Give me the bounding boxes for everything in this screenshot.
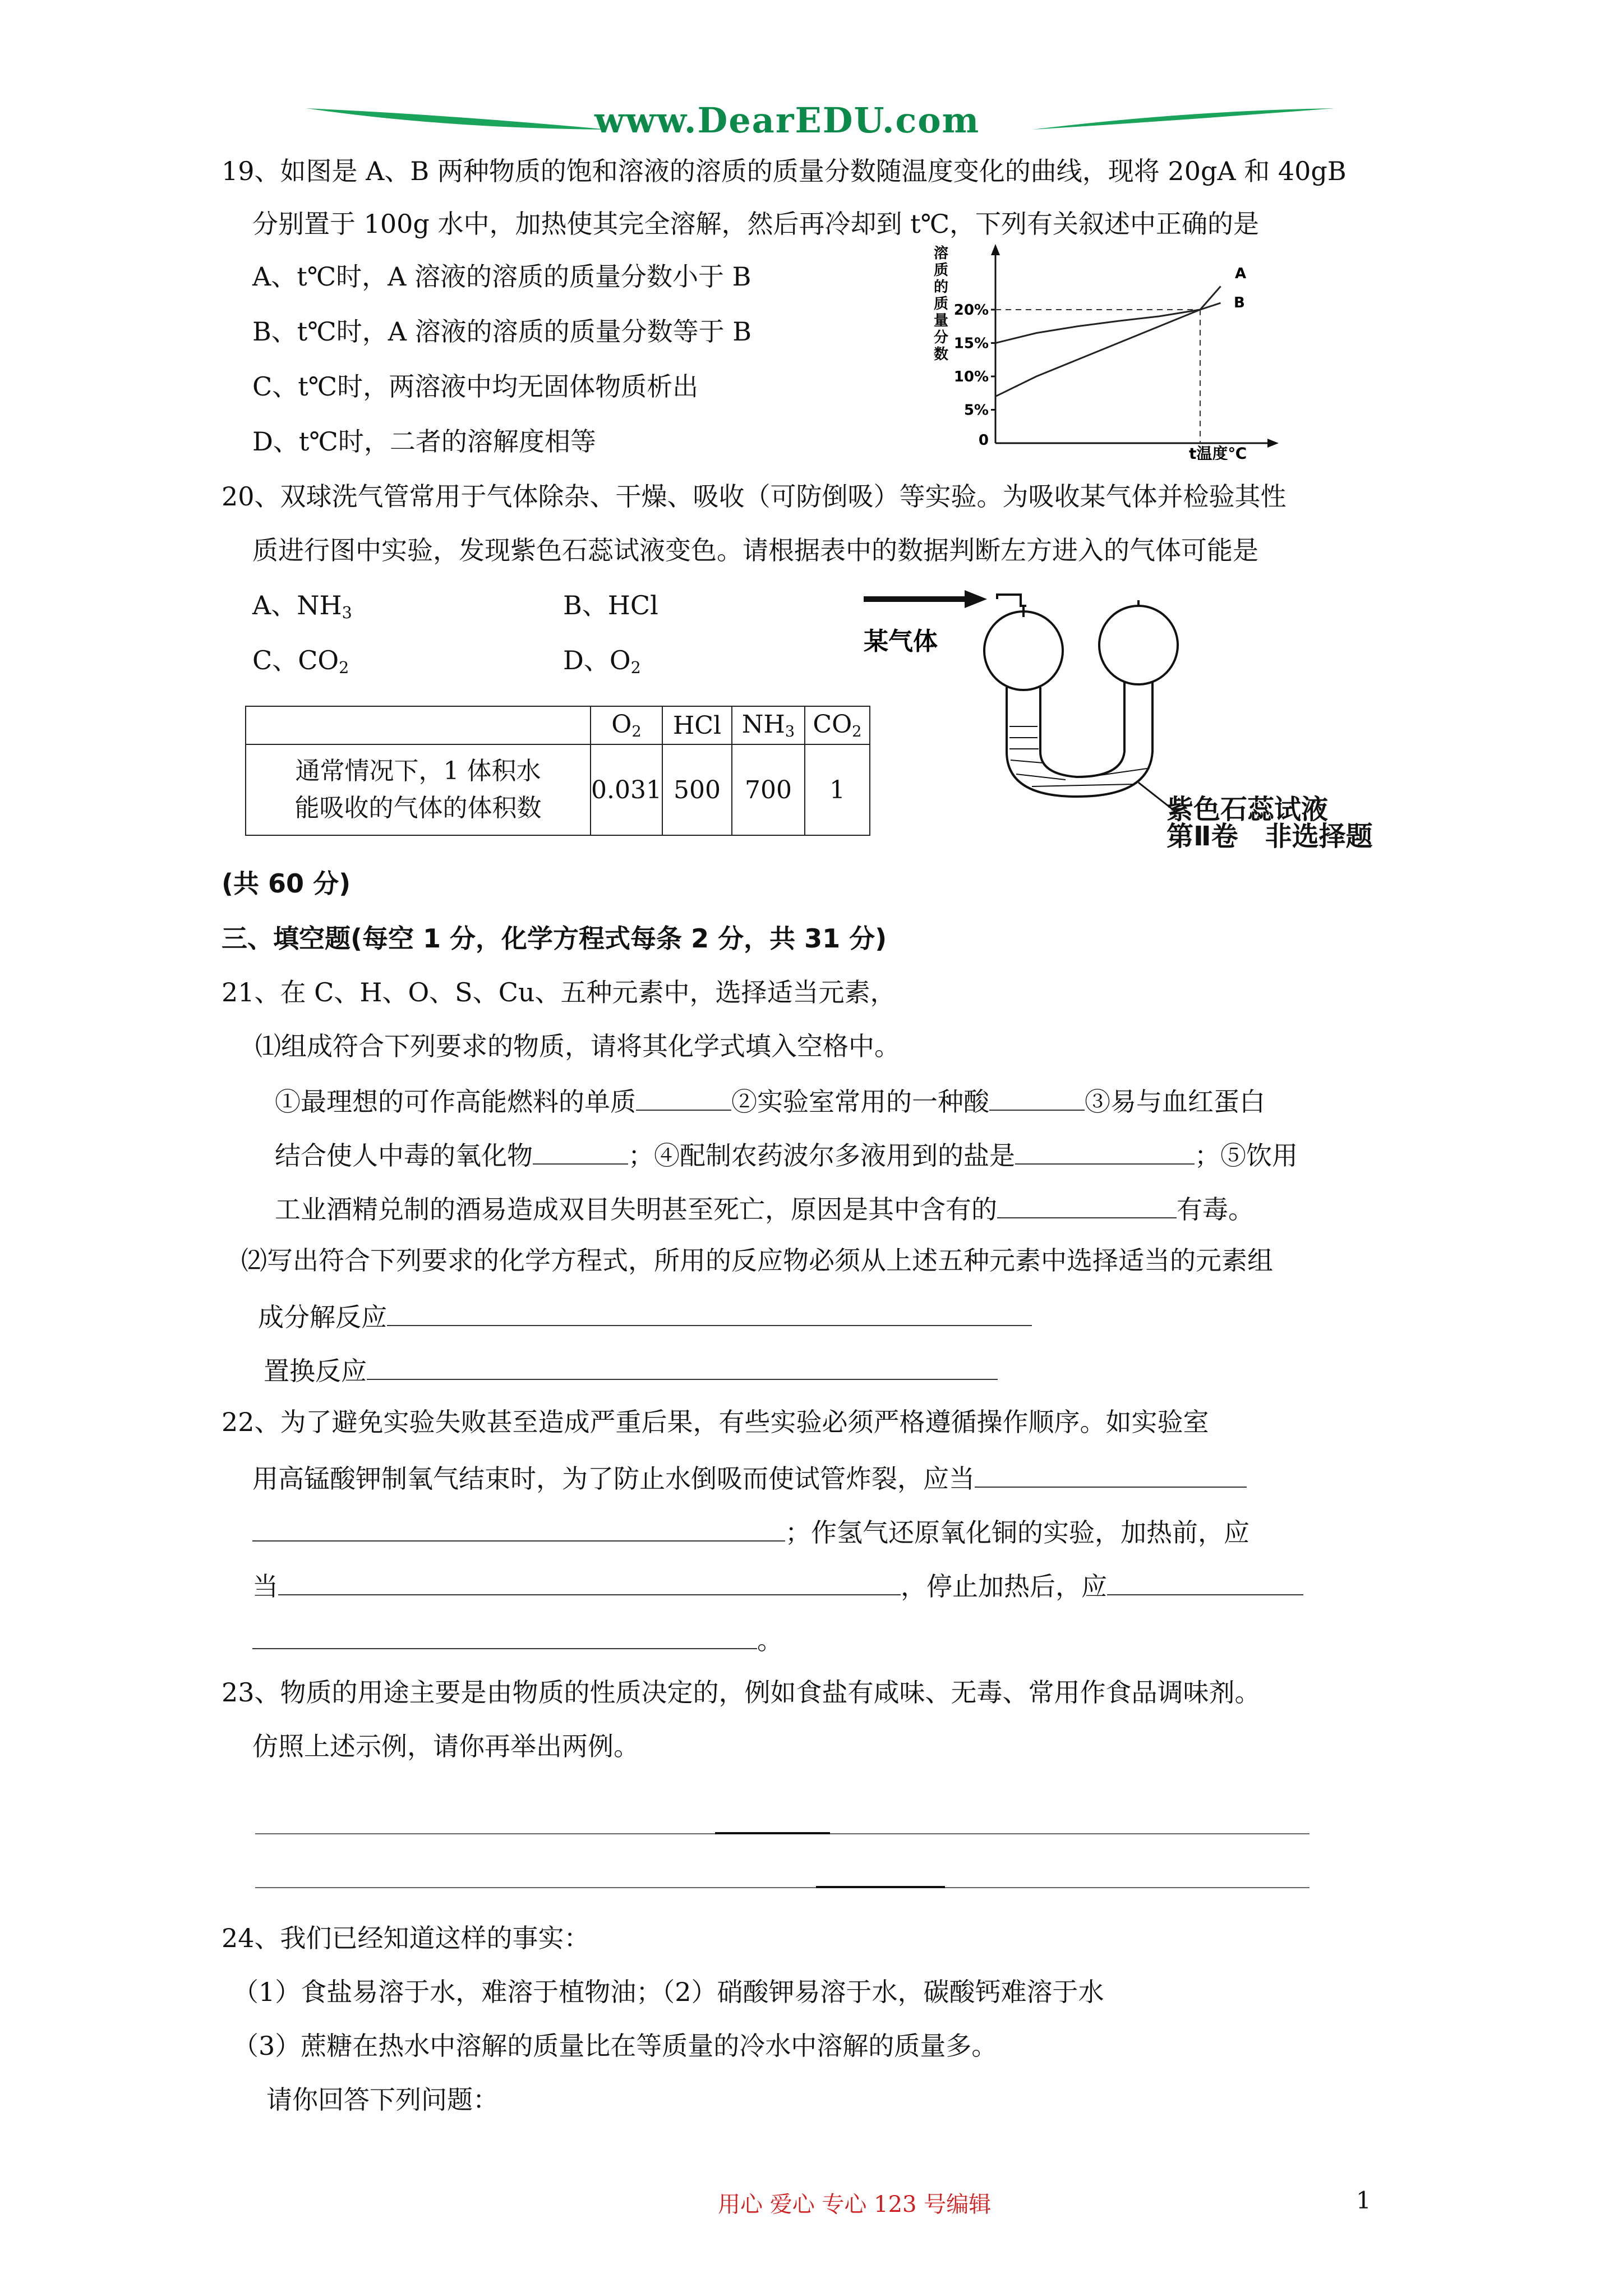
answer-blank[interactable] — [975, 1461, 1247, 1488]
q21-stem: 21、在 C、H、O、S、Cu、五种元素中，选择适当元素， — [222, 977, 896, 1007]
chart-y-tick-label: 20% — [953, 302, 989, 319]
chart-ylabel-char: 的 — [934, 279, 949, 296]
answer-blank[interactable] — [1107, 1568, 1303, 1595]
table-header-co2: $CO_2$ — [805, 706, 870, 744]
table-corner-cell — [246, 706, 591, 744]
answer-blank[interactable] — [252, 1622, 757, 1649]
header-swoosh-right — [1032, 98, 1335, 143]
table-value-hcl: 500 — [662, 744, 732, 835]
chart-x-arrow — [1267, 439, 1279, 448]
diagram-gas-label: 某气体 — [864, 627, 938, 656]
right-bulb — [1099, 606, 1178, 684]
q20-stem-line1: 20、双球洗气管常用于气体除杂、干燥、吸收（可防倒吸）等实验。为吸收某气体并检验其性 — [222, 481, 1287, 512]
q21-part1: ⑴组成符合下列要求的物质，请将其化学式填入空格中。 — [255, 1031, 900, 1061]
q19-solubility-chart — [909, 241, 1301, 460]
table-header-row — [246, 706, 870, 744]
chart-ylabel-char: 分 — [934, 329, 949, 346]
q21-decomposition: 成分解反应 — [258, 1299, 1032, 1333]
liquid-line — [1088, 769, 1147, 777]
chart-y-tick-label: 0 — [978, 432, 989, 449]
q19-option-a: A、t℃时，A 溶液的溶质的质量分数小于 B — [252, 261, 751, 292]
q24-line4: 请你回答下列问题： — [266, 2085, 499, 2115]
q19-stem-line2: 分别置于 100g 水中，加热使其完全溶解，然后再冷却到 t℃，下列有关叙述中正确的是 — [252, 209, 1260, 239]
chart-ylabel-char: 数 — [934, 346, 949, 363]
answer-blank[interactable] — [997, 1191, 1177, 1218]
chart-ylabel-char: 溶 — [934, 245, 949, 262]
table-value-co2: 1 — [805, 744, 870, 835]
table-value-o2: 0.031 — [591, 744, 662, 835]
answer-blank[interactable] — [387, 1299, 1032, 1326]
q20-option-a: A、$NH_3$ — [252, 590, 352, 623]
answer-line-accent — [816, 1886, 945, 1888]
answer-line[interactable] — [255, 1887, 1310, 1888]
answer-blank[interactable] — [533, 1138, 628, 1165]
diagram-liquid-label: 紫色石蕊试液 — [1166, 794, 1329, 825]
q22-line2: 用高锰酸钾制氧气结束时，为了防止水倒吸而使试管炸裂，应当 — [252, 1461, 1247, 1494]
left-bulb — [984, 611, 1063, 690]
q24-line3: （3）蔗糖在热水中溶解的质量比在等质量的冷水中溶解的质量多。 — [233, 2031, 998, 2061]
chart-y-arrow — [991, 244, 1000, 255]
volume-title: 第Ⅱ卷 非选择题 — [1166, 821, 1373, 852]
q22-line3: ；作氢气还原氧化铜的实验，加热前，应 — [252, 1515, 1249, 1548]
q23-line1: 23、物质的用途主要是由物质的性质决定的，例如食盐有咸味、无毒、常用作食品调味剂。 — [222, 1677, 1261, 1708]
chart-y-tick-label: 5% — [963, 402, 989, 419]
table-header-o2: $O_2$ — [591, 706, 662, 744]
q21-part2: ⑵写出符合下列要求的化学方程式，所用的反应物必须从上述五种元素中选择适当的元素组 — [241, 1245, 1273, 1276]
site-banner[interactable]: www.DearEDU.com — [594, 100, 980, 141]
table-row — [246, 744, 870, 835]
q20-stem-line2: 质进行图中实验，发现紫色石蕊试液变色。请根据表中的数据判断左方进入的气体可能是 — [252, 535, 1258, 565]
table-header-hcl: HCl — [662, 706, 732, 744]
chart-y-tick-label: 15% — [953, 335, 989, 352]
u-tube-inner — [1040, 682, 1124, 777]
q19-option-d: D、t℃时，二者的溶解度相等 — [252, 426, 596, 457]
header-swoosh-left — [306, 98, 608, 143]
inlet-tube — [997, 595, 1026, 606]
q24-line2: （1）食盐易溶于水，难溶于植物油；（2）硝酸钾易溶于水，碳酸钙难溶于水 — [233, 1977, 1104, 2007]
chart-series-b-line — [995, 303, 1221, 343]
q24-line1: 24、我们已经知道这样的事实： — [222, 1923, 590, 1953]
chart-ylabel — [934, 245, 948, 363]
q22-line4: 当 ，停止加热后，应 — [252, 1568, 1303, 1602]
chart-series-a-label: A — [1235, 265, 1247, 282]
q22-line1: 22、为了避免实验失败甚至造成严重后果，有些实验必须严格遵循操作顺序。如实验室 — [222, 1407, 1209, 1437]
q20-absorption-table — [245, 706, 870, 836]
q21-displacement: 置换反应 — [264, 1353, 998, 1387]
q20-option-d: D、$O_2$ — [563, 645, 641, 678]
liquid-line — [1032, 784, 1133, 786]
answer-blank[interactable] — [367, 1353, 998, 1380]
chart-ylabel-char: 质 — [934, 262, 949, 279]
q22-line5: 。 — [252, 1622, 783, 1656]
u-tube — [1007, 682, 1152, 797]
q20-option-b: B、HCl — [563, 590, 658, 620]
page-number: 1 — [1356, 2187, 1371, 2214]
chart-xlabel: t温度℃ — [1189, 444, 1247, 460]
table-header-nh3: $NH_3$ — [732, 706, 805, 744]
q20-option-c: C、$CO_2$ — [252, 645, 349, 678]
q19-stem-line1: 19、如图是 A、B 两种物质的饱和溶液的溶质的质量分数随温度变化的曲线，现将 20gA 和 40gB — [222, 156, 1347, 186]
q23-line2: 仿照上述示例，请你再举出两例。 — [252, 1731, 639, 1761]
chart-ylabel-char: 质 — [934, 296, 949, 312]
answer-line-accent — [715, 1832, 830, 1834]
q20-wash-bottle-diagram — [852, 583, 1200, 825]
part3-title: 三、填空题(每空 1 分，化学方程式每条 2 分，共 31 分) — [222, 923, 887, 954]
q21-line3: 工业酒精兑制的酒易造成双目失明甚至死亡，原因是其中含有的 有毒。 — [275, 1191, 1254, 1225]
liquid-line — [1011, 760, 1043, 763]
liquid-line — [1016, 774, 1066, 780]
q21-line2: 结合使人中毒的氧化物 ；④配制农药波尔多液用到的盐是 ；⑤饮用 — [275, 1138, 1298, 1171]
q21-line1: ①最理想的可作高能燃料的单质 ②实验室常用的一种酸 ③易与血红蛋白 — [275, 1084, 1265, 1117]
chart-series-b-label: B — [1234, 295, 1245, 311]
chart-series-a-line — [995, 286, 1221, 396]
gas-flow-arrowhead — [965, 590, 987, 608]
answer-blank[interactable] — [278, 1568, 901, 1595]
chart-y-tick-label: 10% — [953, 369, 989, 385]
q19-option-c: C、t℃时，两溶液中均无固体物质析出 — [252, 371, 699, 402]
points-total: (共 60 分) — [222, 868, 351, 899]
table-value-nh3: 700 — [732, 744, 805, 835]
footer-credit: 用心 爱心 专心 123 号编辑 — [718, 2192, 992, 2217]
answer-blank[interactable] — [636, 1084, 731, 1111]
table-row-label: 通常情况下，1 体积水 能吸收的气体的体积数 — [246, 744, 591, 835]
chart-ylabel-char: 量 — [934, 312, 949, 329]
answer-blank[interactable] — [1015, 1138, 1195, 1165]
answer-blank[interactable] — [252, 1515, 785, 1542]
q19-option-b: B、t℃时，A 溶液的溶质的质量分数等于 B — [252, 316, 752, 347]
answer-blank[interactable] — [989, 1084, 1085, 1111]
